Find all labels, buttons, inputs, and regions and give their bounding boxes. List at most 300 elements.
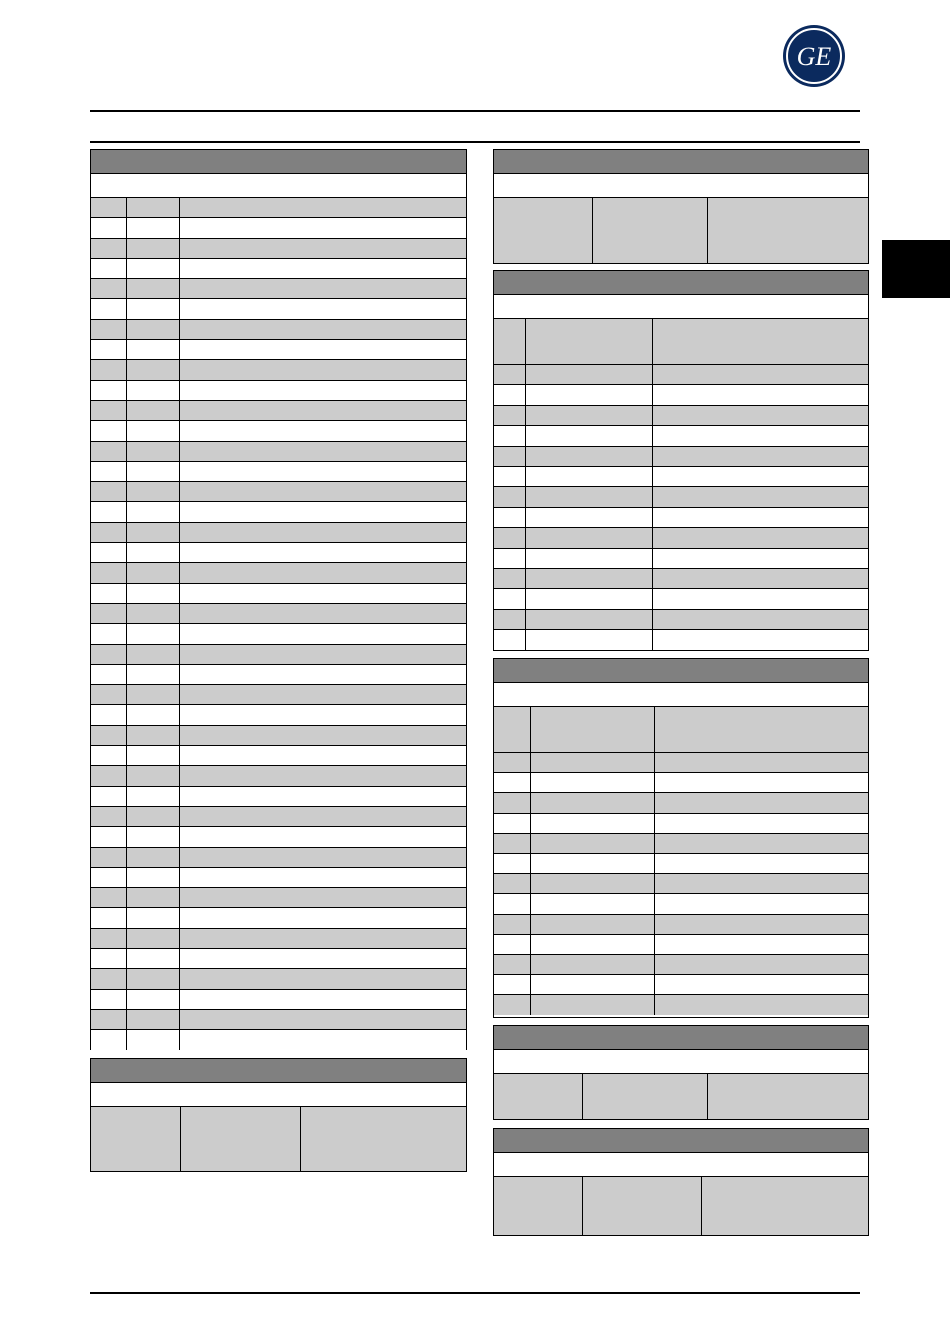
table-cell — [180, 218, 466, 237]
table-subtitle — [494, 295, 868, 319]
table-cell — [494, 426, 526, 445]
table-cell — [655, 814, 868, 833]
table-cell — [180, 320, 466, 339]
table-header-row — [494, 1177, 868, 1235]
table-row — [91, 401, 466, 421]
table-cell — [180, 299, 466, 318]
table-row — [494, 630, 868, 650]
table-header-row — [494, 707, 868, 753]
table-row — [91, 421, 466, 441]
table-row — [91, 705, 466, 725]
right-table-5 — [493, 1128, 869, 1236]
table-cell — [91, 482, 127, 501]
table-header-row — [91, 1107, 466, 1171]
table-cell — [494, 935, 531, 954]
table-cell — [655, 834, 868, 853]
column-header — [583, 1177, 702, 1235]
table-row — [91, 381, 466, 401]
table-cell — [531, 975, 655, 994]
table-cell — [127, 239, 180, 258]
table-cell — [127, 381, 180, 400]
table-cell — [127, 1030, 180, 1050]
table-cell — [127, 766, 180, 785]
table-cell — [653, 447, 868, 466]
table-cell — [180, 807, 466, 826]
table-cell — [91, 523, 127, 542]
table-cell — [494, 834, 531, 853]
table-cell — [91, 279, 127, 298]
right-table-3 — [493, 658, 869, 1018]
table-cell — [653, 467, 868, 486]
table-row — [494, 467, 868, 487]
table-row — [91, 787, 466, 807]
table-cell — [127, 482, 180, 501]
table-cell — [127, 848, 180, 867]
table-row — [494, 935, 868, 955]
table-row — [494, 915, 868, 935]
table-row — [91, 502, 466, 522]
table-cell — [180, 685, 466, 704]
table-row — [91, 320, 466, 340]
table-row — [494, 385, 868, 405]
table-cell — [127, 543, 180, 562]
table-row — [494, 874, 868, 894]
table-cell — [91, 442, 127, 461]
table-row — [494, 447, 868, 467]
table-cell — [91, 685, 127, 704]
table-cell — [531, 995, 655, 1015]
table-cell — [180, 421, 466, 440]
left-small-table — [90, 1058, 467, 1172]
table-cell — [653, 365, 868, 384]
table-cell — [653, 426, 868, 445]
table-cell — [494, 995, 531, 1015]
table-title — [494, 271, 868, 295]
table-cell — [127, 888, 180, 907]
table-row — [91, 908, 466, 928]
table-cell — [180, 766, 466, 785]
table-subtitle — [91, 174, 466, 198]
table-cell — [91, 766, 127, 785]
table-cell — [531, 834, 655, 853]
table-cell — [180, 868, 466, 887]
table-cell — [91, 624, 127, 643]
table-cell — [180, 705, 466, 724]
table-cell — [531, 955, 655, 974]
table-row — [91, 523, 466, 543]
table-row — [494, 610, 868, 630]
table-row — [91, 239, 466, 259]
table-header-row — [494, 319, 868, 365]
table-cell — [91, 787, 127, 806]
table-cell — [494, 467, 526, 486]
table-cell — [91, 868, 127, 887]
table-cell — [180, 259, 466, 278]
table-row — [494, 834, 868, 854]
table-cell — [91, 929, 127, 948]
table-cell — [180, 645, 466, 664]
table-title — [494, 1129, 868, 1153]
table-cell — [526, 365, 653, 384]
table-cell — [127, 665, 180, 684]
table-cell — [91, 665, 127, 684]
table-cell — [653, 487, 868, 506]
table-cell — [526, 589, 653, 608]
table-row — [91, 299, 466, 319]
table-title — [91, 150, 466, 174]
table-row — [91, 259, 466, 279]
table-title — [494, 659, 868, 683]
table-cell — [180, 726, 466, 745]
table-title — [494, 150, 868, 174]
table-cell — [494, 508, 526, 527]
column-header — [301, 1107, 466, 1171]
table-cell — [127, 949, 180, 968]
table-cell — [653, 610, 868, 629]
table-header-row — [494, 198, 868, 263]
table-cell — [91, 888, 127, 907]
table-cell — [127, 868, 180, 887]
table-cell — [127, 827, 180, 846]
table-cell — [494, 630, 526, 650]
table-cell — [494, 753, 531, 772]
table-cell — [127, 584, 180, 603]
table-row — [494, 508, 868, 528]
table-cell — [655, 935, 868, 954]
table-cell — [127, 645, 180, 664]
table-cell — [531, 915, 655, 934]
column-header — [526, 319, 653, 364]
table-cell — [91, 218, 127, 237]
table-cell — [127, 259, 180, 278]
table-cell — [127, 787, 180, 806]
table-cell — [180, 563, 466, 582]
table-cell — [526, 426, 653, 445]
table-cell — [653, 508, 868, 527]
table-cell — [180, 543, 466, 562]
table-cell — [127, 279, 180, 298]
table-row — [494, 549, 868, 569]
column-header — [494, 1074, 583, 1119]
table-cell — [655, 995, 868, 1015]
table-row — [91, 726, 466, 746]
table-row — [494, 365, 868, 385]
table-cell — [180, 1010, 466, 1029]
table-row — [91, 584, 466, 604]
table-cell — [531, 935, 655, 954]
table-cell — [127, 705, 180, 724]
table-subtitle — [494, 1050, 868, 1074]
table-row — [91, 462, 466, 482]
table-cell — [91, 502, 127, 521]
table-subtitle — [494, 1153, 868, 1177]
table-row — [91, 1030, 466, 1050]
column-header — [702, 1177, 868, 1235]
table-cell — [653, 528, 868, 547]
right-table-1 — [493, 149, 869, 264]
right-table-4 — [493, 1025, 869, 1120]
table-row — [494, 426, 868, 446]
column-header — [181, 1107, 301, 1171]
table-cell — [91, 462, 127, 481]
chapter-tab — [882, 240, 950, 298]
table-cell — [127, 442, 180, 461]
table-title — [494, 1026, 868, 1050]
table-cell — [655, 975, 868, 994]
bottom-rule — [90, 1292, 860, 1294]
table-cell — [91, 563, 127, 582]
table-cell — [653, 589, 868, 608]
table-cell — [180, 523, 466, 542]
table-cell — [180, 665, 466, 684]
table-row — [494, 975, 868, 995]
left-parameter-table — [90, 149, 467, 1050]
table-cell — [127, 624, 180, 643]
table-row — [494, 854, 868, 874]
table-cell — [494, 365, 526, 384]
table-cell — [180, 848, 466, 867]
column-header — [531, 707, 655, 752]
table-cell — [91, 320, 127, 339]
table-cell — [526, 569, 653, 588]
column-header — [583, 1074, 708, 1119]
table-cell — [127, 990, 180, 1009]
table-row — [494, 406, 868, 426]
table-cell — [531, 773, 655, 792]
table-cell — [127, 563, 180, 582]
table-row — [91, 279, 466, 299]
table-cell — [653, 630, 868, 650]
table-cell — [127, 746, 180, 765]
table-header-row — [494, 1074, 868, 1119]
table-cell — [91, 401, 127, 420]
top-rule-2 — [90, 141, 860, 143]
table-cell — [180, 381, 466, 400]
table-row — [91, 624, 466, 644]
table-cell — [180, 746, 466, 765]
table-row — [494, 528, 868, 548]
table-cell — [531, 854, 655, 873]
table-cell — [180, 462, 466, 481]
table-cell — [91, 726, 127, 745]
table-cell — [653, 549, 868, 568]
column-header — [494, 707, 531, 752]
table-cell — [494, 406, 526, 425]
column-header — [708, 1074, 868, 1119]
table-cell — [526, 487, 653, 506]
table-row — [91, 563, 466, 583]
table-cell — [180, 888, 466, 907]
table-cell — [127, 523, 180, 542]
table-row — [91, 949, 466, 969]
table-cell — [655, 915, 868, 934]
table-cell — [526, 610, 653, 629]
table-cell — [494, 528, 526, 547]
table-cell — [91, 746, 127, 765]
table-cell — [494, 874, 531, 893]
table-row — [91, 929, 466, 949]
table-cell — [494, 894, 531, 913]
table-row — [91, 746, 466, 766]
table-cell — [127, 320, 180, 339]
table-cell — [655, 955, 868, 974]
table-cell — [531, 793, 655, 812]
table-cell — [180, 827, 466, 846]
table-cell — [127, 685, 180, 704]
table-row — [91, 360, 466, 380]
table-cell — [91, 827, 127, 846]
table-cell — [91, 969, 127, 988]
table-cell — [653, 569, 868, 588]
table-cell — [494, 854, 531, 873]
table-cell — [127, 218, 180, 237]
table-cell — [127, 198, 180, 217]
table-row — [91, 990, 466, 1010]
table-cell — [91, 1030, 127, 1050]
table-cell — [91, 807, 127, 826]
column-header — [708, 198, 868, 263]
table-cell — [127, 421, 180, 440]
table-subtitle — [494, 174, 868, 198]
table-row — [91, 645, 466, 665]
table-cell — [91, 949, 127, 968]
table-cell — [653, 385, 868, 404]
table-cell — [180, 198, 466, 217]
table-row — [91, 198, 466, 218]
table-subtitle — [494, 683, 868, 707]
table-cell — [526, 406, 653, 425]
table-cell — [526, 630, 653, 650]
table-cell — [91, 990, 127, 1009]
table-cell — [91, 584, 127, 603]
table-cell — [494, 549, 526, 568]
table-cell — [653, 406, 868, 425]
table-row — [91, 888, 466, 908]
table-cell — [91, 239, 127, 258]
table-cell — [91, 381, 127, 400]
table-cell — [531, 814, 655, 833]
table-cell — [526, 447, 653, 466]
table-row — [91, 848, 466, 868]
table-cell — [494, 955, 531, 974]
table-cell — [494, 975, 531, 994]
table-row — [494, 569, 868, 589]
table-cell — [127, 969, 180, 988]
table-cell — [91, 259, 127, 278]
table-cell — [526, 528, 653, 547]
table-cell — [180, 624, 466, 643]
table-cell — [127, 401, 180, 420]
table-cell — [180, 908, 466, 927]
table-cell — [127, 360, 180, 379]
table-cell — [531, 753, 655, 772]
table-cell — [655, 773, 868, 792]
table-cell — [531, 894, 655, 913]
table-row — [91, 868, 466, 888]
table-cell — [494, 487, 526, 506]
table-cell — [655, 753, 868, 772]
table-subtitle — [91, 1083, 466, 1107]
table-row — [494, 753, 868, 773]
table-cell — [127, 502, 180, 521]
table-row — [91, 807, 466, 827]
table-row — [494, 894, 868, 914]
table-cell — [180, 360, 466, 379]
table-cell — [180, 442, 466, 461]
table-cell — [655, 894, 868, 913]
table-row — [91, 1010, 466, 1030]
table-cell — [127, 604, 180, 623]
table-cell — [494, 610, 526, 629]
table-cell — [91, 198, 127, 217]
table-cell — [91, 604, 127, 623]
table-cell — [526, 467, 653, 486]
column-header — [655, 707, 868, 752]
table-row — [91, 442, 466, 462]
table-cell — [91, 421, 127, 440]
column-header — [91, 1107, 181, 1171]
top-rule-1 — [90, 110, 860, 112]
table-cell — [127, 1010, 180, 1029]
table-cell — [494, 793, 531, 812]
table-cell — [127, 462, 180, 481]
table-cell — [526, 385, 653, 404]
table-row — [494, 589, 868, 609]
table-row — [91, 340, 466, 360]
table-cell — [655, 874, 868, 893]
table-row — [91, 482, 466, 502]
table-cell — [180, 969, 466, 988]
column-header — [494, 1177, 583, 1235]
column-header — [653, 319, 868, 364]
table-cell — [127, 726, 180, 745]
table-row — [494, 955, 868, 975]
table-cell — [180, 604, 466, 623]
table-row — [91, 218, 466, 238]
table-row — [494, 995, 868, 1015]
table-cell — [127, 340, 180, 359]
table-cell — [180, 990, 466, 1009]
table-cell — [180, 482, 466, 501]
table-cell — [180, 279, 466, 298]
table-cell — [494, 589, 526, 608]
table-cell — [91, 645, 127, 664]
table-cell — [180, 239, 466, 258]
table-cell — [180, 1030, 466, 1050]
table-row — [494, 814, 868, 834]
table-cell — [91, 340, 127, 359]
table-cell — [180, 584, 466, 603]
table-row — [91, 969, 466, 989]
table-cell — [526, 508, 653, 527]
table-cell — [91, 543, 127, 562]
right-table-2 — [493, 270, 869, 651]
table-cell — [127, 908, 180, 927]
table-cell — [494, 447, 526, 466]
table-row — [91, 766, 466, 786]
table-row — [91, 665, 466, 685]
table-row — [91, 685, 466, 705]
table-cell — [91, 299, 127, 318]
table-title — [91, 1059, 466, 1083]
table-row — [494, 773, 868, 793]
table-cell — [180, 787, 466, 806]
table-cell — [655, 854, 868, 873]
table-row — [91, 827, 466, 847]
table-cell — [180, 502, 466, 521]
table-cell — [91, 908, 127, 927]
table-cell — [91, 705, 127, 724]
